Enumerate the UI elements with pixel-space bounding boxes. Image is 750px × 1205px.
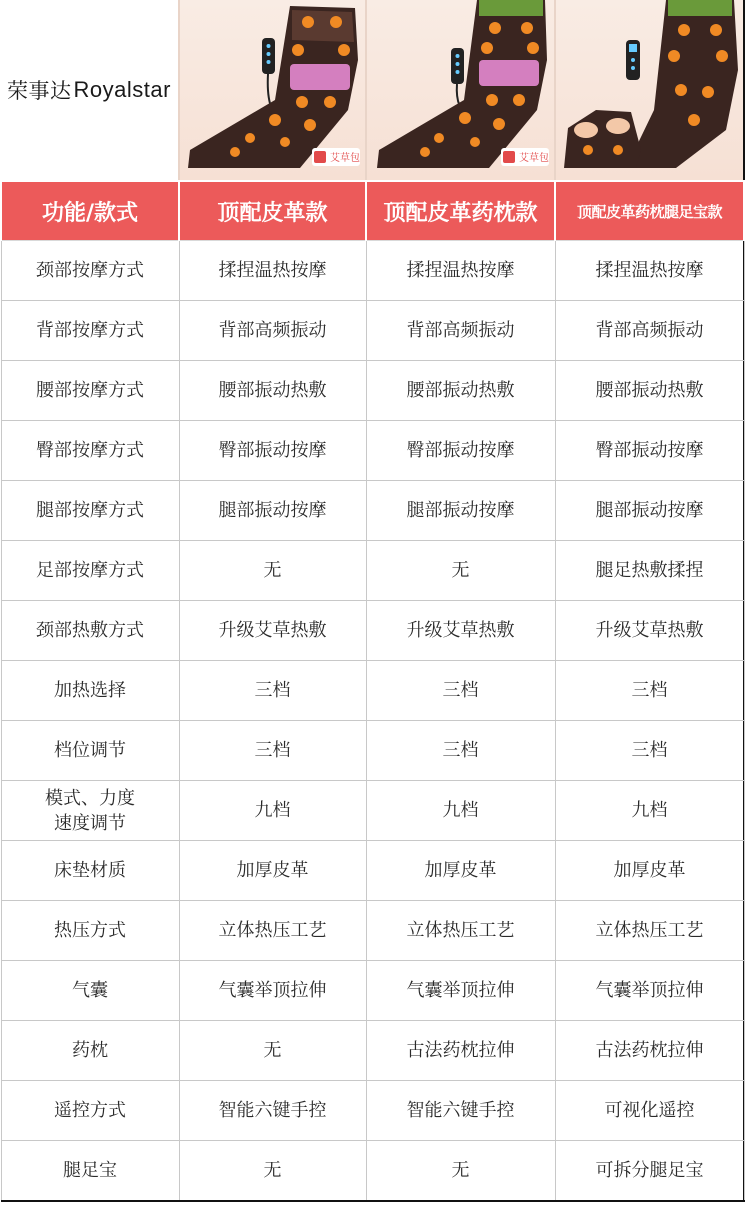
table-cell: 气囊举顶拉伸 xyxy=(179,961,366,1021)
brand-logo xyxy=(0,0,178,180)
table-cell: 三档 xyxy=(366,661,555,721)
row-label: 床垫材质 xyxy=(1,841,179,901)
table-row xyxy=(1,661,744,721)
table-cell: 古法药枕拉伸 xyxy=(555,1021,744,1081)
table-cell: 腿部振动按摩 xyxy=(366,481,555,541)
product-image-row xyxy=(0,0,743,180)
table-cell: 无 xyxy=(366,541,555,601)
table-cell: 无 xyxy=(179,1141,366,1202)
row-label-line-2: 速度调节 xyxy=(54,812,126,834)
table-row xyxy=(1,541,744,601)
header-model-leather-pillow: 顶配皮革药枕款 xyxy=(366,181,555,241)
row-label: 颈部热敷方式 xyxy=(1,601,179,661)
table-cell: 背部高频振动 xyxy=(366,301,555,361)
table-cell: 臀部振动按摩 xyxy=(179,421,366,481)
table-cell: 腰部振动热敷 xyxy=(555,361,744,421)
table-cell: 升级艾草热敷 xyxy=(555,601,744,661)
header-model-leather: 顶配皮革款 xyxy=(179,181,366,241)
table-row xyxy=(1,901,744,961)
table-cell: 腿部振动按摩 xyxy=(555,481,744,541)
table-cell: 可拆分腿足宝 xyxy=(555,1141,744,1202)
table-row xyxy=(1,361,744,421)
table-cell: 揉捏温热按摩 xyxy=(179,241,366,301)
table-cell: 九档 xyxy=(179,781,366,841)
table-cell: 九档 xyxy=(366,781,555,841)
table-cell: 升级艾草热敷 xyxy=(366,601,555,661)
table-row xyxy=(1,601,744,661)
row-label: 加热选择 xyxy=(1,661,179,721)
row-label: 背部按摩方式 xyxy=(1,301,179,361)
table-row xyxy=(1,841,744,901)
table-cell: 三档 xyxy=(555,721,744,781)
brand-logo-cn: 荣事达 xyxy=(7,79,72,103)
table-row xyxy=(1,1021,744,1081)
row-label: 腿足宝 xyxy=(1,1141,179,1202)
table-row xyxy=(1,1081,744,1141)
table-cell: 背部高频振动 xyxy=(179,301,366,361)
table-cell: 腿部振动按摩 xyxy=(179,481,366,541)
table-cell: 揉捏温热按摩 xyxy=(366,241,555,301)
row-label: 档位调节 xyxy=(1,721,179,781)
table-cell: 古法药枕拉伸 xyxy=(366,1021,555,1081)
product-image-leather-pillow xyxy=(365,0,554,180)
row-label: 气囊 xyxy=(1,961,179,1021)
table-cell: 无 xyxy=(179,1021,366,1081)
table-cell: 背部高频振动 xyxy=(555,301,744,361)
product-2-badge: 艾草包 xyxy=(519,153,549,164)
table-cell: 智能六键手控 xyxy=(366,1081,555,1141)
table-cell: 无 xyxy=(366,1141,555,1202)
row-label: 臀部按摩方式 xyxy=(1,421,179,481)
brand-logo-en: Royalstar xyxy=(73,77,171,102)
table-row xyxy=(1,421,744,481)
table-cell: 臀部振动按摩 xyxy=(366,421,555,481)
row-label: 药枕 xyxy=(1,1021,179,1081)
table-cell: 升级艾草热敷 xyxy=(179,601,366,661)
row-label: 腰部按摩方式 xyxy=(1,361,179,421)
spec-comparison-table xyxy=(0,180,745,1202)
table-cell: 加厚皮革 xyxy=(555,841,744,901)
product-image-leather xyxy=(178,0,365,180)
product-image-leather-pillow-foot xyxy=(554,0,743,180)
table-cell: 九档 xyxy=(555,781,744,841)
row-label-line-1: 模式、力度 xyxy=(45,787,135,809)
table-cell: 立体热压工艺 xyxy=(366,901,555,961)
table-row xyxy=(1,301,744,361)
table-cell: 揉捏温热按摩 xyxy=(555,241,744,301)
row-label: 颈部按摩方式 xyxy=(1,241,179,301)
header-model-leather-pillow-foot: 顶配皮革药枕腿足宝款 xyxy=(555,181,744,241)
table-row xyxy=(1,241,744,301)
table-row xyxy=(1,481,744,541)
table-cell: 三档 xyxy=(555,661,744,721)
table-cell: 气囊举顶拉伸 xyxy=(555,961,744,1021)
row-label: 热压方式 xyxy=(1,901,179,961)
table-cell: 腰部振动热敷 xyxy=(366,361,555,421)
table-cell: 加厚皮革 xyxy=(179,841,366,901)
table-header-row xyxy=(1,181,744,241)
table-cell: 腿足热敷揉捏 xyxy=(555,541,744,601)
table-cell: 加厚皮革 xyxy=(366,841,555,901)
table-cell: 可视化遥控 xyxy=(555,1081,744,1141)
table-cell: 无 xyxy=(179,541,366,601)
table-row xyxy=(1,1141,744,1202)
table-cell: 腰部振动热敷 xyxy=(179,361,366,421)
table-cell: 三档 xyxy=(179,661,366,721)
table-cell: 三档 xyxy=(366,721,555,781)
row-label: 腿部按摩方式 xyxy=(1,481,179,541)
table-cell: 臀部振动按摩 xyxy=(555,421,744,481)
table-cell: 立体热压工艺 xyxy=(555,901,744,961)
table-cell: 三档 xyxy=(179,721,366,781)
row-label-two-line xyxy=(1,781,179,841)
product-1-badge: 艾草包 xyxy=(330,153,360,164)
row-label: 足部按摩方式 xyxy=(1,541,179,601)
table-cell: 气囊举顶拉伸 xyxy=(366,961,555,1021)
row-label: 遥控方式 xyxy=(1,1081,179,1141)
table-cell: 智能六键手控 xyxy=(179,1081,366,1141)
table-row xyxy=(1,961,744,1021)
table-row xyxy=(1,721,744,781)
table-row xyxy=(1,781,744,841)
table-cell: 立体热压工艺 xyxy=(179,901,366,961)
header-feature: 功能/款式 xyxy=(1,181,179,241)
